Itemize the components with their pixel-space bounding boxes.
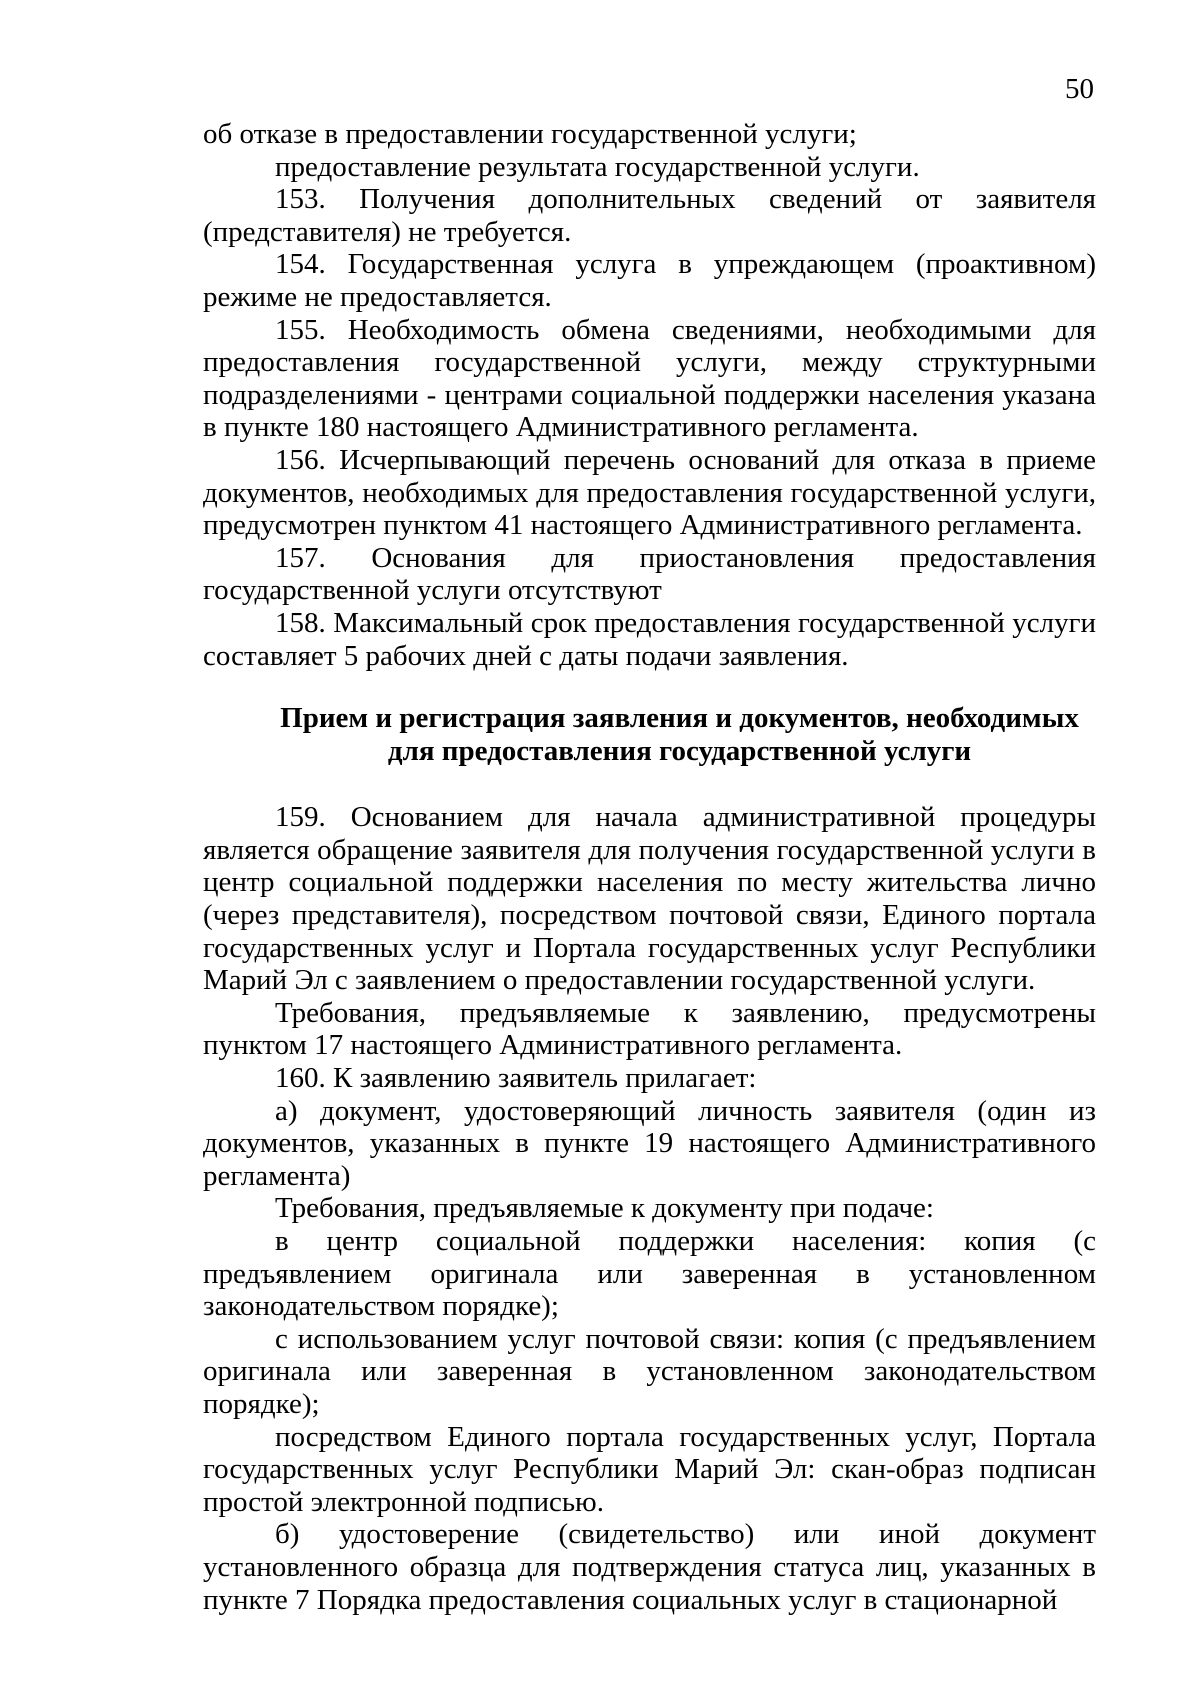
paragraph-158: 158. Максимальный срок предоставления государственной услуги составляет 5 рабочих дней с даты подачи заявления.: [203, 606, 1096, 672]
paragraph-160: 160. К заявлению заявитель прилагает:: [275, 1062, 757, 1095]
paragraph: об отказе в предоставлении государственной услуги;: [203, 118, 857, 150]
section-heading-line-2: для предоставления государственной услуги: [387, 734, 972, 767]
paragraph: предоставление результата государственной услуги.: [275, 150, 920, 183]
paragraph-156: 156. Исчерпывающий перечень оснований для отказа в приеме документов, необходимых для предоставления государственной услуги, предусмотрен пунктом 41 настоящего Административного регламента.: [203, 443, 1096, 542]
paragraph-157: 157. Основания для приостановления предоставления государственной услуги отсутствуют: [203, 541, 1096, 607]
section-heading-line-1: Прием и регистрация заявления и документов, необходимых: [280, 702, 1079, 735]
paragraph: Требования, предъявляемые к документу при подаче:: [275, 1192, 934, 1225]
list-item-a: а) документ, удостоверяющий личность заявителя (один из документов, указанных в пункте 19 настоящего Административного регламента): [203, 1094, 1096, 1192]
paragraph: в центр социальной поддержки населения: копия (с предъявлением оригинала или заверенная в установленном законодательством порядке);: [203, 1225, 1096, 1323]
section-heading: [203, 702, 1096, 767]
paragraph: Требования, предъявляемые к заявлению, предусмотрены пунктом 17 настоящего Административного регламента.: [203, 996, 1096, 1062]
paragraph: с использованием услуг почтовой связи: копия (с предъявлением оригинала или заверенная в установленном законодательством порядке);: [203, 1322, 1096, 1420]
paragraph-155: 155. Необходимость обмена сведениями, необходимыми для предоставления государственной услуги, между структурными подразделениями - центрами социальной поддержки населения указана в пункте 180 настоящего Административного регламента.: [203, 313, 1096, 444]
document-body: [203, 118, 1096, 1616]
page-number: 50: [1065, 73, 1094, 105]
list-item-b: б) удостоверение (свидетельство) или иной документ установленного образца для подтверждения статуса лиц, указанных в пункте 7 Порядка предоставления социальных услуг в стационарной: [203, 1518, 1096, 1616]
paragraph-153: 153. Получения дополнительных сведений от заявителя (представителя) не требуется.: [203, 183, 1096, 248]
paragraph: посредством Единого портала государственных услуг, Портала государственных услуг Республики Марий Эл: скан-образ подписан простой электронной подписью.: [203, 1420, 1096, 1518]
paragraph-154: 154. Государственная услуга в упреждающем (проактивном) режиме не предоставляется.: [203, 248, 1096, 313]
paragraph-159: 159. Основанием для начала административной процедуры является обращение заявителя для получения государственной услуги в центр социальной поддержки населения по месту жительства лично (через представителя), посредством почтовой связи, Единого портала государственных услуг и Портала государственных услуг Республики Марий Эл с заявлением о предоставлении государственной услуги.: [203, 801, 1096, 997]
